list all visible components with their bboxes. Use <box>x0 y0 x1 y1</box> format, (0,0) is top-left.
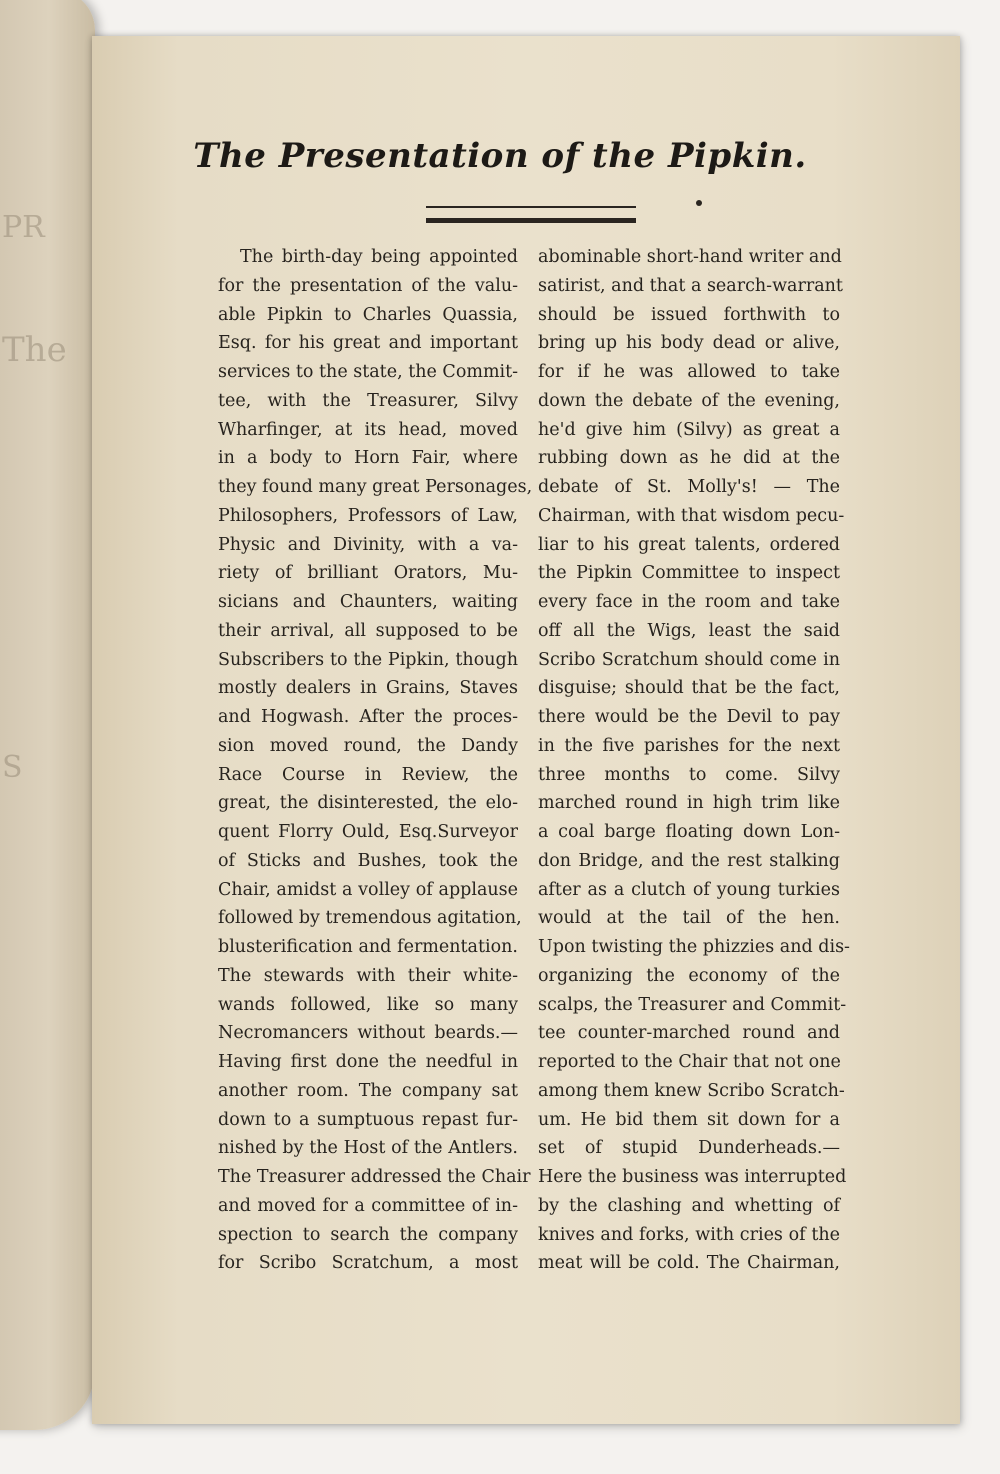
text-line: sicians and Chaunters, waiting <box>218 592 518 612</box>
text-line: able Pipkin to Charles Quassia, <box>218 304 518 325</box>
text-line: um. He bid them sit down for a <box>538 1109 840 1130</box>
text-line: for if he was allowed to take <box>538 362 840 382</box>
text-line: a coal barge floating down Lon- <box>538 822 840 842</box>
text-line: reported to the Chair that not one <box>538 1052 841 1072</box>
text-line: The birth-day being appointed <box>240 247 518 267</box>
ornament-dot <box>696 200 702 206</box>
text-line: there would be the Devil to pay <box>538 707 840 727</box>
text-line: meat will be cold. The Chairman, <box>538 1253 840 1274</box>
text-line: their arrival, all supposed to be <box>218 620 518 641</box>
right-text-column <box>538 243 850 1278</box>
text-line: Chairman, with that wisdom pecu- <box>538 505 845 526</box>
text-line: Having first done the needful in <box>218 1052 518 1072</box>
text-line: set of stupid Dunderheads.— <box>538 1138 840 1159</box>
text-line: Necromancers without beards.— <box>218 1023 518 1044</box>
text-line: Scribo Scratchum should come in <box>538 649 840 670</box>
text-line: Subscribers to the Pipkin, though <box>218 649 518 670</box>
text-line: down the debate of the evening, <box>538 390 840 411</box>
text-line: Esq. for his great and important <box>218 333 518 354</box>
text-line: after as a clutch of young turkies <box>538 879 840 900</box>
text-line: every face in the room and take <box>538 592 840 612</box>
left-text-column <box>218 243 533 1278</box>
text-line: tee counter-marched round and <box>538 1023 840 1044</box>
text-line: organizing the economy of the <box>538 965 840 986</box>
text-line: another room. The company sat <box>218 1080 518 1101</box>
text-line: in the five parishes for the next <box>538 735 840 756</box>
text-line: marched round in high trim like <box>538 793 840 814</box>
text-line: great, the disinterested, the elo- <box>218 793 518 814</box>
text-line: liar to his great talents, ordered <box>538 534 840 555</box>
text-line: Chair, amidst a volley of applause <box>218 879 518 900</box>
text-line: off all the Wigs, least the said <box>538 620 840 641</box>
text-line: three months to come. Silvy <box>538 764 840 785</box>
ghost-text-2: The <box>2 330 67 370</box>
text-line: Upon twisting the phizzies and dis- <box>538 937 850 957</box>
text-line: followed by tremendous agitation, <box>218 908 522 929</box>
text-line: services to the state, the Commit- <box>218 362 519 382</box>
text-line: knives and forks, with cries of the <box>538 1224 840 1245</box>
text-line: nished by the Host of the Antlers. <box>218 1138 518 1159</box>
title-rule <box>426 206 636 223</box>
text-line: the Pipkin Committee to inspect <box>538 563 840 584</box>
text-line: in a body to Horn Fair, where <box>218 448 518 469</box>
text-line: don Bridge, and the rest stalking <box>538 850 840 871</box>
text-line: of Sticks and Bushes, took the <box>218 850 518 871</box>
text-line: disguise; should that be the fact, <box>538 678 840 699</box>
text-line: rubbing down as he did at the <box>538 448 840 469</box>
text-line: abominable short-hand writer and <box>538 247 842 267</box>
text-line: bring up his body dead or alive, <box>538 333 840 354</box>
text-line: they found many great Personages, <box>218 477 533 497</box>
text-line: mostly dealers in Grains, Staves <box>218 678 518 699</box>
text-line: blusterification and fermentation. <box>218 937 518 957</box>
text-line: debate of St. Molly's! — The <box>538 477 840 497</box>
ghost-text-3: S <box>2 750 23 785</box>
text-line: The Treasurer addressed the Chair <box>218 1167 531 1187</box>
text-line: riety of brilliant Orators, Mu- <box>218 563 518 584</box>
text-line: down to a sumptuous repast fur- <box>218 1109 518 1130</box>
text-line: satirist, and that a search-warrant <box>538 275 843 296</box>
text-line: scalps, the Treasurer and Commit- <box>538 994 847 1015</box>
text-line: and Hogwash. After the proces- <box>218 707 518 727</box>
page-title: The Presentation of the Pipkin. <box>193 136 807 176</box>
text-line: he'd give him (Silvy) as great a <box>538 419 840 440</box>
text-line: wands followed, like so many <box>218 994 518 1015</box>
text-line: Wharfinger, at its head, moved <box>218 419 518 440</box>
text-line: and moved for a committee of in- <box>218 1195 518 1216</box>
text-line: sion moved round, the Dandy <box>218 735 518 756</box>
text-line: should be issued forthwith to <box>538 304 840 325</box>
text-line: Physic and Divinity, with a va- <box>218 534 518 555</box>
text-line: would at the tail of the hen. <box>538 908 840 929</box>
text-line: spection to search the company <box>218 1224 518 1245</box>
text-line: for Scribo Scratchum, a most <box>218 1253 518 1274</box>
ghost-text-1: PR <box>2 210 45 245</box>
text-line: Here the business was interrupted <box>538 1167 847 1187</box>
text-line: quent Florry Ould, Esq.Surveyor <box>218 822 518 842</box>
text-line: for the presentation of the valu- <box>218 275 518 296</box>
text-line: tee, with the Treasurer, Silvy <box>218 390 518 411</box>
left-facing-page <box>0 0 95 1430</box>
text-line: among them knew Scribo Scratch- <box>538 1080 845 1101</box>
text-line: Philosophers, Professors of Law, <box>218 505 518 526</box>
text-line: Race Course in Review, the <box>218 764 518 785</box>
text-line: by the clashing and whetting of <box>538 1195 840 1216</box>
text-line: The stewards with their white- <box>218 965 518 986</box>
